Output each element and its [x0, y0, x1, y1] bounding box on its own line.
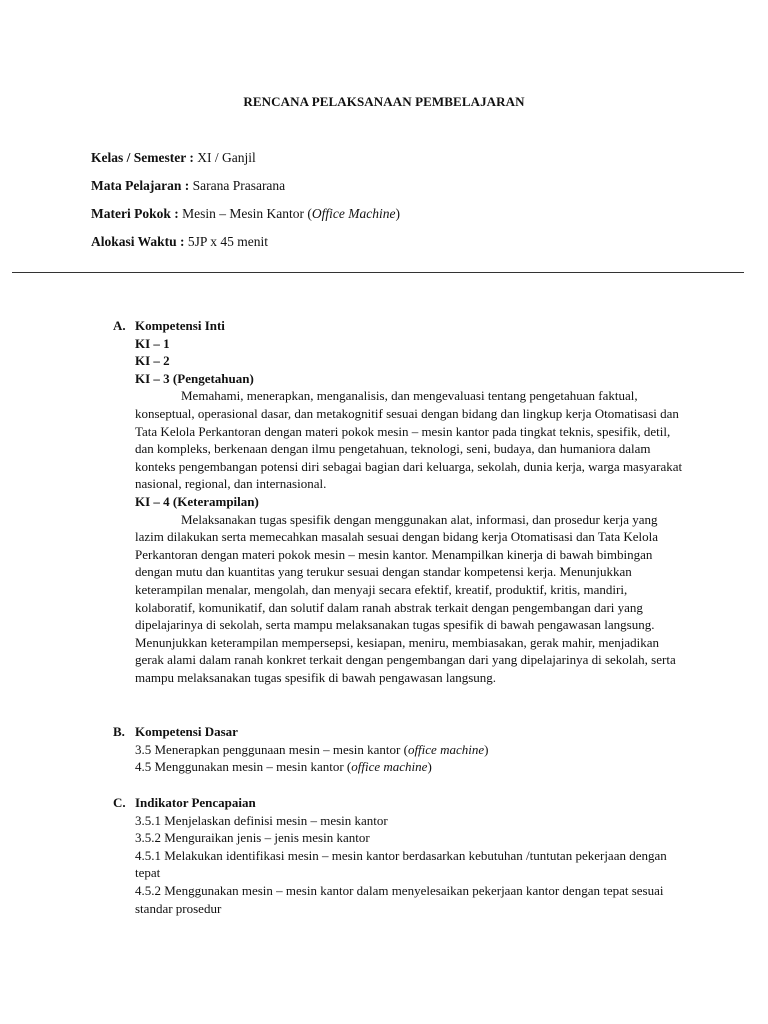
meta-alokasi: [91, 234, 268, 250]
ki-3-text: Memahami, menerapkan, menganalisis, dan mengevaluasi tentang pengetahuan faktual, konseptual, operasional dasar, dan metakognitif sesuai dengan bidang dan lingkup kerja Otomatisasi dan Tata Kelola Perkantoran dengan materi pokok mesin – mesin kantor pada tingkat teknis, spesifik, detil, dan kompleks, berkenaan dengan ilmu pengetahuan, teknologi, seni, budaya, dan humaniora dalam konteks pengembangan potensi diri sebagai bagian dari keluarga, sekolah, dunia kerja, warga masyarakat nasional, regional, dan internasional.: [135, 388, 683, 492]
section-b-letter: B.: [113, 724, 125, 739]
section-c-letter: C.: [113, 795, 126, 810]
document-title: RENCANA PELAKSANAAN PEMBELAJARAN: [243, 94, 525, 109]
meta-mapel-label: Mata Pelajaran :: [91, 178, 190, 193]
kd-item-italic: office machine: [351, 759, 428, 775]
indikator-item: 3.5.2 Menguraikan jenis – jenis mesin kantor: [135, 830, 370, 846]
kd-item-close: ): [427, 759, 432, 775]
meta-materi-close: ): [395, 206, 400, 221]
meta-materi-label: Materi Pokok :: [91, 206, 179, 221]
section-c-heading: [113, 794, 683, 812]
ki-4-text: Melaksanakan tugas spesifik dengan menggunakan alat, informasi, dan prosedur kerja yang lazim dilakukan serta memecahkan masalah sesuai dengan bidang kerja Otomatisasi dan Tata Kelola Perkantoran dengan materi pokok mesin – mesin kantor. Menampilkan kinerja di bawah bimbingan dengan mutu dan kuantitas yang terukur sesuai dengan standar kompetensi kerja. Menunjukkan keterampilan menalar, mengolah, dan menyaji secara efektif, kreatif, produktif, kritis, mandiri, kolaboratif, komunikatif, dan solutif dalam ranah abstrak terkait dengan pengembangan dari yang dipelajarinya di sekolah, serta mampu melaksanakan tugas spesifik di bawah pengawasan langsung. Menunjukkan keterampilan mempersepsi, kesiapan, meniru, membiasakan, gerak mahir, menjadikan gerak alami dalam ranah konkret terkait dengan pengembangan dari yang dipelajarinya di sekolah, serta mampu melaksanakan tugas spesifik di bawah pengawasan langsung.: [135, 511, 676, 685]
section-c-body: [113, 812, 683, 918]
section-kompetensi-dasar: [113, 723, 683, 776]
section-a-body: [113, 335, 683, 687]
section-kompetensi-inti: [113, 317, 683, 686]
indikator-item: 3.5.1 Menjelaskan definisi mesin – mesin kantor: [135, 812, 388, 828]
kd-item: [135, 758, 683, 776]
kd-item-text: 4.5 Menggunakan mesin – mesin kantor (: [135, 759, 352, 775]
horizontal-divider: [12, 272, 744, 273]
kd-item-text: 3.5 Menerapkan penggunaan mesin – mesin kantor (: [135, 741, 408, 757]
indikator-item: 4.5.1 Melakukan identifikasi mesin – mesin kantor berdasarkan kebutuhan /tuntutan pekerjaan dengan tepat: [135, 847, 667, 881]
meta-mapel: [91, 178, 285, 194]
ki-2: KI – 2: [135, 353, 170, 369]
section-a-letter: A.: [113, 318, 126, 333]
meta-kelas-value: XI / Ganjil: [193, 150, 256, 165]
section-a-heading: [113, 317, 683, 335]
meta-mapel-value: Sarana Prasarana: [189, 178, 286, 193]
meta-alokasi-value: 5JP x 45 menit: [184, 234, 269, 249]
meta-alokasi-label: Alokasi Waktu :: [91, 234, 185, 249]
section-indikator-pencapaian: [113, 794, 683, 917]
section-b-heading: [113, 723, 683, 741]
section-a-title: Kompetensi Inti: [135, 318, 225, 333]
ki-4-heading: KI – 4 (Keterampilan): [135, 493, 259, 509]
ki-1: KI – 1: [135, 335, 170, 351]
kd-item-italic: office machine: [407, 741, 485, 757]
ki-3-heading: KI – 3 (Pengetahuan): [135, 370, 254, 386]
meta-materi-italic: Office Machine: [311, 206, 396, 221]
section-b-title: Kompetensi Dasar: [135, 724, 238, 739]
section-c-title: Indikator Pencapaian: [135, 795, 256, 810]
section-b-body: [113, 741, 683, 776]
meta-materi-value: Mesin – Mesin Kantor (: [178, 206, 312, 221]
meta-kelas-label: Kelas / Semester :: [91, 150, 194, 165]
indikator-item: 4.5.2 Menggunakan mesin – mesin kantor dalam menyelesaikan pekerjaan kantor dengan tepat sesuai standar prosedur: [135, 882, 664, 916]
kd-item: [135, 741, 683, 759]
meta-kelas: [91, 150, 256, 166]
meta-materi: [91, 206, 400, 222]
kd-item-close: ): [484, 741, 489, 757]
